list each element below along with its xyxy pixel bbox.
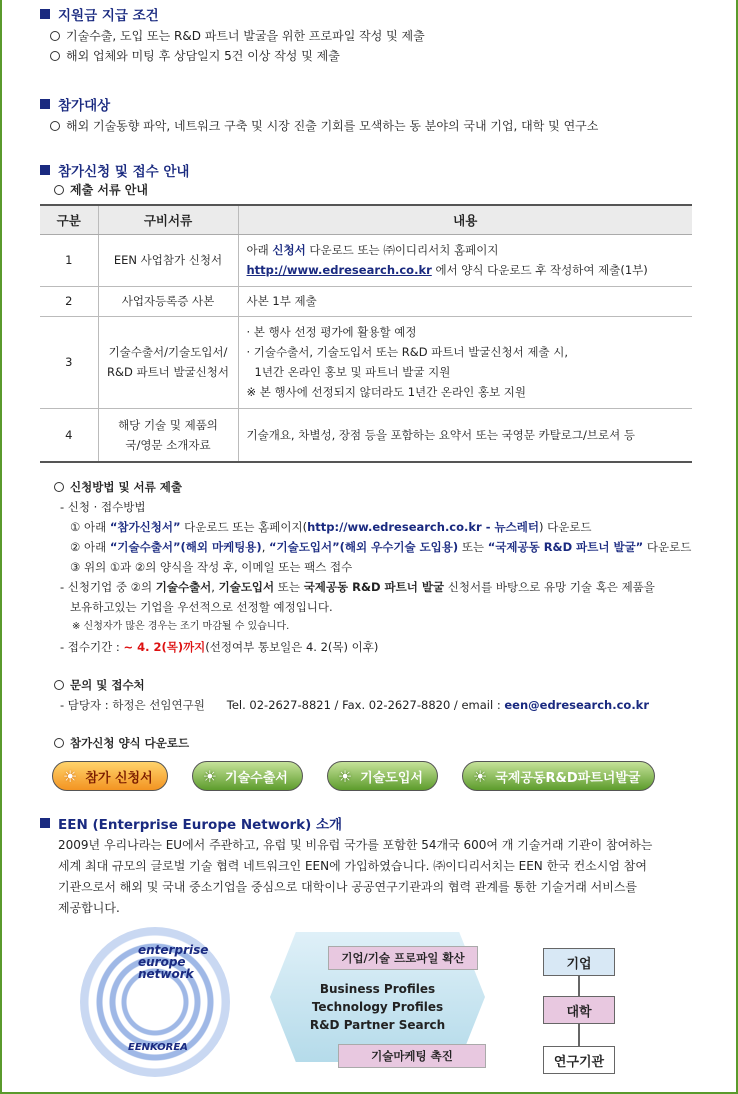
list-item: 해외 기술동향 파악, 네트워크 구축 및 시장 진출 기회를 모색하는 동 분야의 국내 기업, 대학 및 연구소 <box>50 116 720 136</box>
newsletter-link[interactable]: http://ww.edresearch.co.kr - 뉴스레터 <box>307 520 539 534</box>
table-row: 3 기술수출서/기술도입서/ R&D 파트너 발굴신청서 · 본 행사 선정 평가에 활용할 예정 · 기술수출서, 기술도입서 또는 R&D 파트너 발굴신청서 제출 시, 1년간 온라인 홍보 및 파트너 발굴 지원 ※ 본 행사에 선정되지 않더라도 1년간 온라인 홍보 지원 <box>40 316 692 408</box>
side-box-institute: 연구기관 <box>543 1046 615 1074</box>
list-item: 해외 업체와 미팅 후 상담일지 5건 이상 작성 및 제출 <box>50 46 720 66</box>
section-title-een: EEN (Enterprise Europe Network) 소개 <box>40 813 720 833</box>
tech-marketing-box: 기술마케팅 촉진 <box>338 1044 486 1068</box>
logo-text: europe <box>138 955 186 969</box>
circle-bullet-icon <box>54 680 64 690</box>
table-header-row <box>40 205 692 234</box>
sun-icon: ☀ <box>63 766 78 786</box>
table-row: 1 EEN 사업참가 신청서 아래 신청서 다운로드 또는 ㈜이디리서치 홈페이지 http://www.edresearch.co.kr 에서 양식 다운로드 후 작성하여 제출(1부) <box>40 234 692 286</box>
download-buttons <box>40 761 720 791</box>
contact-section: 문의 및 접수처 - 담당자 : 하정은 선임연구원 Tel. 02-2627-8821 / Fax. 02-2627-8820 / email : een@edresearch.co.kr <box>40 675 720 715</box>
circle-bullet-icon <box>54 185 64 195</box>
logo-text: network <box>138 967 194 981</box>
download-application-button[interactable]: ☀ 참가 신청서 <box>52 761 168 791</box>
circle-bullet-icon <box>50 51 60 61</box>
profile-types: Business Profiles Technology Profiles R&D Partner Search <box>309 982 446 1032</box>
download-tech-export-button[interactable]: ☀ 기술수출서 <box>192 761 303 791</box>
table-header: 내용 <box>238 205 692 234</box>
documents-table <box>40 204 692 463</box>
homepage-link[interactable]: http://www.edresearch.co.kr <box>246 263 432 277</box>
circle-bullet-icon <box>54 738 64 748</box>
circle-bullet-icon <box>54 482 64 492</box>
side-box-company: 기업 <box>543 948 615 976</box>
download-tech-import-button[interactable]: ☀ 기술도입서 <box>327 761 438 791</box>
logo-text: enterprise <box>138 943 209 957</box>
download-section: 참가신청 양식 다운로드 <box>40 733 720 753</box>
section-title-target: 참가대상 <box>40 94 720 114</box>
square-bullet-icon <box>40 818 50 828</box>
circle-bullet-icon <box>50 31 60 41</box>
table-header: 구비서류 <box>98 205 238 234</box>
square-bullet-icon <box>40 9 50 19</box>
page-content <box>40 0 720 919</box>
apply-section: 신청방법 및 서류 제출 - 신청 · 접수방법 ① 아래 “참가신청서” 다운로드 또는 홈페이지(http://ww.edresearch.co.kr - 뉴스레터) 다운로드 ② 아래 “기술수출서”(해외 마케팅용), “기술도입서”(해외 우수기술 도입용) 또는 “국제공동 R&D 파트너 발굴” 다운로드 ③ 위의 ①과 ②의 양식을 작성 후, 이메일 또는 팩스 접수 - 신청기업 중 ②의 기술수출서, 기술도입서 또는 국제공동 R&D 파트너 발굴 신청서를 바탕으로 유망 기술 혹은 제품을 보유하고있는 기업을 우선적으로 선정할 예정입니다. ※ 신청자가 많은 경우는 조기 마감될 수 있습니다. - 접수기간 : ~ 4. 2(목)까지(선정여부 통보일은 4. 2(목) 이후) <box>40 477 720 657</box>
section-title-support: 지원금 지급 조건 <box>40 4 720 24</box>
connector-line <box>578 1024 580 1046</box>
sun-icon: ☀ <box>472 766 488 786</box>
application-link[interactable]: 신청서 <box>272 243 306 257</box>
table-row: 4 해당 기술 및 제품의 국/영문 소개자료 기술개요, 차별성, 장점 등을 포함하는 요약서 또는 국영문 카탈로그/브로셔 등 <box>40 408 692 462</box>
table-header: 구분 <box>40 205 98 234</box>
sun-icon: ☀ <box>337 766 353 786</box>
een-description: 2009년 우리나라는 EU에서 주관하고, 유럽 및 비유럽 국가를 포함한 54개국 600여 개 기술거래 기관이 참여하는 세계 최대 규모의 글로벌 기술 협력 네트워크인 EEN에 가입하였습니다. ㈜이디리서치는 EEN 한국 컨소시엄 참여 기관으로서 해외 및 국내 중소기업을 중심으로 대학이나 공공연구기관과의 협력 관계를 통한 기술거래 서비스를 제공합니다. <box>58 838 653 915</box>
sun-icon: ☀ <box>202 766 218 786</box>
section-title-apply: 참가신청 및 접수 안내 <box>40 160 720 180</box>
side-box-university: 대학 <box>543 996 615 1024</box>
circle-bullet-icon <box>50 121 60 131</box>
square-bullet-icon <box>40 165 50 175</box>
profile-spread-box: 기업/기술 프로파일 확산 <box>328 946 478 970</box>
subheading-documents: 제출 서류 안내 <box>40 180 720 200</box>
connector-line <box>578 974 580 996</box>
list-item: 기술수출, 도입 또는 R&D 파트너 발굴을 위한 프로파일 작성 및 제출 <box>50 26 720 46</box>
square-bullet-icon <box>40 99 50 109</box>
een-korea-logo-text: EENKOREA <box>128 1042 188 1053</box>
een-diagram <box>80 922 640 1082</box>
download-rd-partner-button[interactable]: ☀ 국제공동R&D파트너발굴 <box>462 761 656 791</box>
table-row: 2 사업자등록증 사본 사본 1부 제출 <box>40 286 692 316</box>
email-link[interactable]: een@edresearch.co.kr <box>504 698 650 712</box>
